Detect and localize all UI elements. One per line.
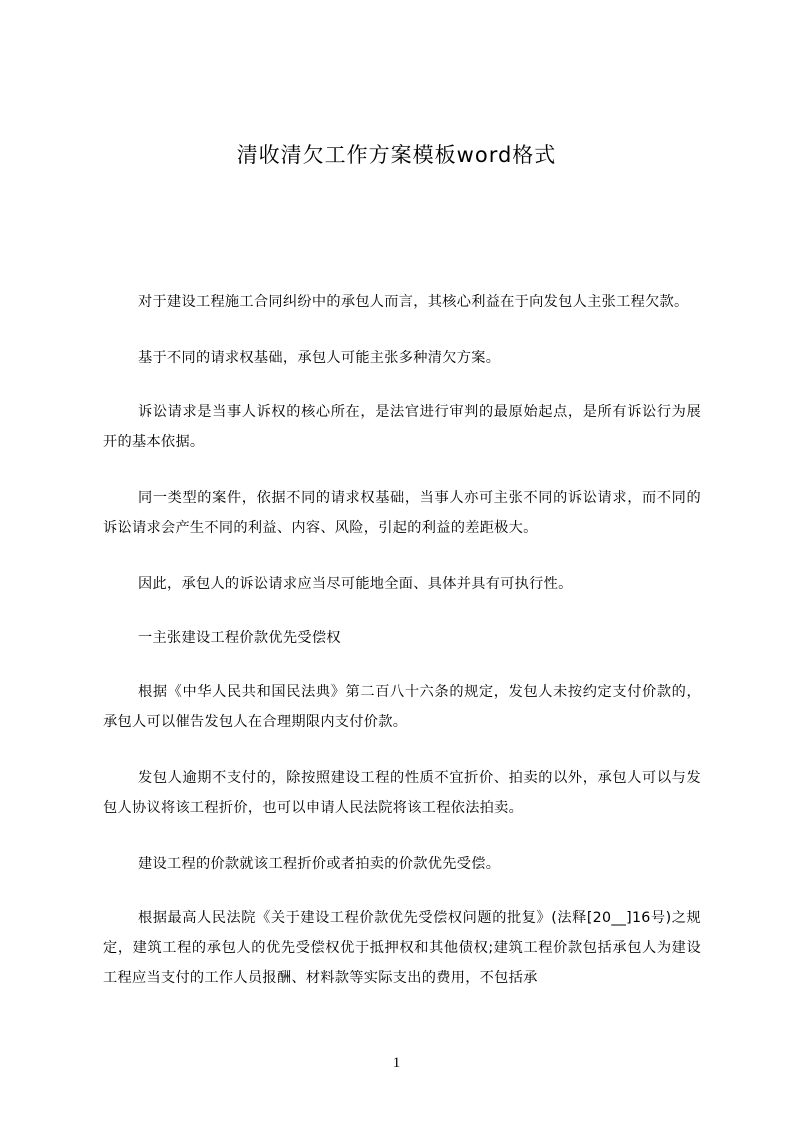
paragraph: 根据《中华人民共和国民法典》第二百八十六条的规定，发包人未按约定支付价款的，承包人可以催告发包人在合理期限内支付价款。 xyxy=(103,684,701,730)
paragraph: 建设工程的价款就该工程折价或者拍卖的价款优先受偿。 xyxy=(138,856,501,872)
section-heading: 一主张建设工程价款优先受偿权 xyxy=(138,630,341,646)
paragraph: 发包人逾期不支付的，除按照建设工程的性质不宜折价、拍卖的以外，承包人可以与发包人协议将该工程折价，也可以申请人民法院将该工程依法拍卖。 xyxy=(103,770,701,816)
paragraph: 同一类型的案件，依据不同的请求权基础，当事人亦可主张不同的诉讼请求，而不同的诉讼请求会产生不同的利益、内容、风险，引起的利益的差距极大。 xyxy=(103,490,701,536)
paragraph: 根据最高人民法院《关于建设工程价款优先受偿权问题的批复》(法释[20__]16号)之规定，建筑工程的承包人的优先受偿权优于抵押权和其他债权;建筑工程价款包括承包人为建设工程应当支付的工作人员报酬、材料款等实际支出的费用，不包括承 xyxy=(103,910,701,986)
document-body xyxy=(103,287,701,1019)
paragraph: 诉讼请求是当事人诉权的核心所在，是法官进行审判的最原始起点，是所有诉讼行为展开的基本依据。 xyxy=(103,404,701,450)
paragraph: 因此，承包人的诉讼请求应当尽可能地全面、具体并具有可执行性。 xyxy=(138,576,573,592)
paragraph: 基于不同的请求权基础，承包人可能主张多种清欠方案。 xyxy=(138,350,501,366)
paragraph: 对于建设工程施工合同纠纷中的承包人而言，其核心利益在于向发包人主张工程欠款。 xyxy=(138,294,689,310)
document-title: 清收清欠工作方案模板word格式 xyxy=(236,143,557,167)
page-number: 1 xyxy=(392,1055,401,1071)
